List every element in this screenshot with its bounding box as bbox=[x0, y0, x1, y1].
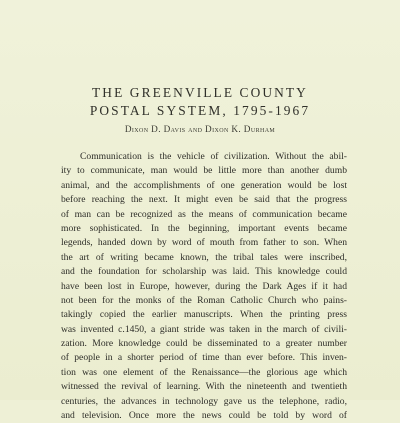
body-line: of people in a shorter period of time than ever before. This inven- bbox=[61, 352, 347, 364]
article-authors: Dixon D. Davis and Dixon K. Durham bbox=[124, 124, 276, 134]
article-title-line-1: THE GREENVILLE COUNTY bbox=[92, 85, 308, 100]
body-line: the art of writing became known, the tribal tales were inscribed, bbox=[61, 251, 347, 263]
body-line: centuries, the advances in technology gave us the telephone, radio, bbox=[61, 395, 347, 407]
body-line: was invented c.1450, a giant stride was taken in the march of civili- bbox=[61, 323, 347, 335]
body-line: and television. Once more the news could be told by word of bbox=[61, 410, 347, 422]
body-line: takingly copied the earlier manuscripts. When the printing press bbox=[61, 309, 347, 321]
article-header bbox=[0, 84, 400, 134]
body-line: ity to communicate, man would be little more than another dumb bbox=[61, 165, 347, 177]
body-line: of man can be recognized as the means of communication became bbox=[61, 208, 347, 220]
body-line: more sophisticated. In the beginning, important events became bbox=[61, 222, 347, 234]
body-line: Communication is the vehicle of civilization. Without the abil- bbox=[80, 151, 347, 162]
body-line: animal, and the accomplishments of one generation would be lost bbox=[61, 179, 347, 191]
body-line: have been lost in Europe, however, during the Dark Ages if it had bbox=[61, 280, 347, 292]
body-line: tion was one element of the Renaissance—the glorious age which bbox=[61, 366, 347, 378]
article-body bbox=[61, 150, 347, 423]
body-line: zation. More knowledge could be disseminated to a greater number bbox=[61, 338, 347, 350]
body-line: before reaching the next. It might even be said that the progress bbox=[61, 194, 347, 206]
article-title-line-2: POSTAL SYSTEM, 1795-1967 bbox=[89, 103, 311, 118]
body-line: not been for the monks of the Roman Catholic Church who pains- bbox=[61, 294, 347, 306]
body-line: witnessed the revival of learning. With the nineteenth and twentieth bbox=[61, 381, 347, 393]
body-line: legends, handed down by word of mouth from father to son. When bbox=[61, 237, 347, 249]
body-line: and the foundation for scholarship was laid. This knowledge could bbox=[61, 266, 347, 278]
